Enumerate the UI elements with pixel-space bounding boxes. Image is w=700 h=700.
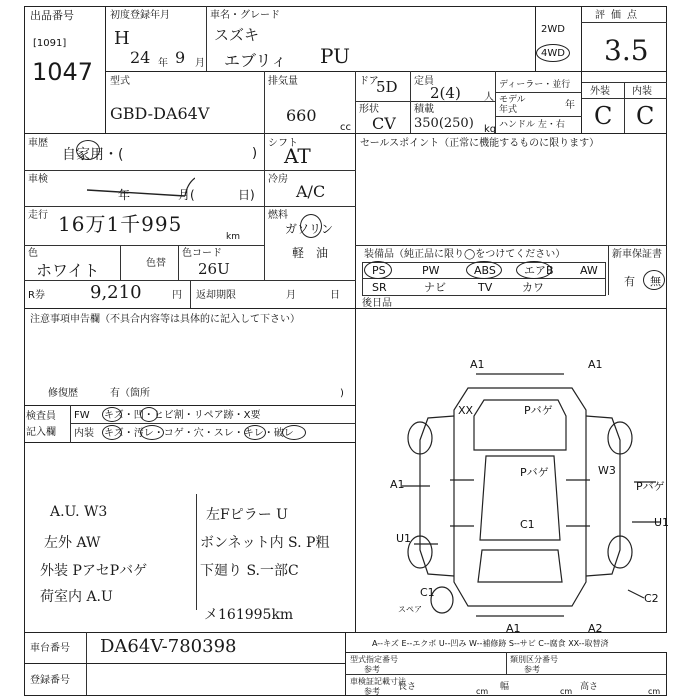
divider [24, 170, 356, 171]
grade: PU [320, 44, 350, 68]
size-ref: 参考 [364, 687, 380, 696]
cc-unit: cc [340, 122, 351, 133]
fuel-label: 燃料 [268, 210, 288, 221]
divider [24, 206, 356, 207]
size-cm: cm [560, 687, 573, 696]
equip-navi: ナビ [424, 281, 446, 294]
diagram-label: W3 [598, 464, 616, 477]
diagram-label: Pバゲ [524, 404, 553, 417]
mark-circle [282, 425, 306, 440]
chassis-label: 車台番号 [30, 643, 70, 654]
displacement-label: 排気量 [268, 76, 298, 87]
model-code: GBD-DA64V [110, 104, 210, 123]
divider [120, 245, 121, 280]
fuel-gasoline: ガソリン [285, 222, 334, 236]
divider [196, 494, 197, 610]
return-day: 日 [330, 290, 340, 301]
size-label: 車検証記載寸法 [350, 677, 406, 686]
divider [506, 652, 507, 674]
diagram-label: スペア [398, 605, 422, 614]
repair-value: 有（箇所 [110, 388, 150, 399]
divider [24, 245, 264, 246]
equip-sr: SR [372, 281, 387, 294]
recycle-label: R券 [28, 290, 45, 301]
divider [495, 116, 582, 117]
ac: A/C [296, 182, 326, 201]
inspector-row2: キズ・汚レ・コゲ・穴・スレ・キレ・破レ [104, 428, 294, 439]
score-label: 評価点 [595, 10, 643, 21]
kg-unit: kg [484, 124, 497, 135]
maker: スズキ [214, 26, 260, 44]
score-value: 3.5 [604, 34, 649, 67]
inspection-label: 車検 [28, 174, 48, 185]
divider [355, 245, 667, 246]
diagram-label: U1 [396, 532, 412, 545]
capacity-label: 定員 [414, 76, 434, 87]
equip-abs-circle [466, 261, 502, 279]
model-name: エブリィ [224, 51, 287, 70]
dealer-label: ディーラー・並行 [499, 80, 571, 90]
lot-label: 出品番号 [30, 9, 74, 22]
equip-ps: PS [372, 264, 386, 277]
body-label: 形状 [359, 104, 379, 115]
remark-right-3: 下廻り S.一部C [200, 563, 299, 579]
remark-right-2: ボンネット内 S. P粗 [200, 535, 330, 551]
drive-4wd: 4WD [541, 48, 565, 59]
fuel-light-oil: 軽 油 [292, 246, 329, 260]
reg-box [24, 663, 346, 696]
sales-label: セールスポイント（正常に機能するものに限ります） [360, 138, 600, 149]
inspector-label2: 記入欄 [26, 427, 56, 438]
mark-circle [140, 425, 164, 440]
repair-close: ) [340, 388, 344, 399]
mark-circle [102, 407, 122, 422]
equip-pw: PW [422, 264, 440, 277]
rear-seat-label: 後日品 [362, 298, 392, 309]
doors-label: ドア [359, 76, 379, 87]
warranty-yes: 有 [624, 275, 635, 288]
divider [410, 71, 411, 134]
diagram-label: A1 [506, 622, 521, 635]
class-label: 類別区分番号 [510, 655, 558, 664]
inspector-row2-head: 内装 [74, 428, 94, 439]
drive-4wd-circle [536, 44, 570, 62]
remark-right-4: メ161995km [204, 607, 294, 623]
diagram-label: U1 [654, 516, 670, 529]
color-code: 26U [198, 260, 230, 278]
mark-circle [140, 407, 158, 422]
year-unit: 年 [158, 58, 168, 69]
divider [608, 245, 609, 295]
divider [70, 405, 71, 443]
inspector-label1: 検査員 [26, 411, 56, 422]
history-value: 自家用・( [62, 147, 124, 163]
color-code-label: 色コード [182, 248, 222, 259]
shift: AT [284, 144, 311, 168]
color-label: 色 [28, 248, 38, 259]
load-label: 積載 [414, 104, 434, 115]
handle-label: ハンドル 左・右 [499, 120, 565, 130]
divider [178, 245, 179, 280]
first-reg-label: 初度登録年月 [110, 10, 170, 21]
equipment-label: 装備品（純正品に限り◯をつけてください） [364, 249, 566, 260]
diagram-label: Pバゲ [636, 480, 665, 493]
divider [495, 92, 582, 93]
recycle-value: 9,210 [90, 282, 142, 303]
warranty-label: 新車保証書 [612, 249, 662, 260]
mark-circle [102, 425, 122, 440]
remark-left-3: 外装 PアセPバゲ [40, 563, 148, 579]
remark-right-1: 左Fピラー U [206, 507, 288, 523]
capacity-unit: 人 [484, 92, 494, 103]
inspection-month: 月( [178, 188, 195, 202]
diagram-label: C1 [420, 586, 435, 599]
equip-aw: AW [580, 264, 598, 277]
interior-label: 内装 [632, 86, 652, 97]
class-ref: 参考 [524, 665, 540, 674]
divider [581, 98, 667, 99]
ac-label: 冷房 [268, 174, 288, 185]
month-value: 9 [175, 48, 186, 67]
capacity: 2(4) [430, 84, 461, 102]
size-cm: cm [648, 687, 661, 696]
era: H [114, 28, 130, 49]
drive-2wd: 2WD [541, 24, 565, 35]
remark-left-4: 荷室内 A.U [40, 589, 113, 605]
inspector-row1-head: FW [74, 410, 90, 421]
model-year-unit: 年 [565, 100, 575, 111]
divider [581, 22, 667, 23]
divider [264, 71, 265, 134]
warranty-no-circle [643, 270, 665, 290]
equip-ps-circle [364, 261, 392, 279]
shift-label: シフト [268, 138, 298, 149]
lot-number: 1047 [32, 58, 94, 86]
remark-left-1: A.U. W3 [50, 504, 108, 520]
warranty-no: 無 [650, 275, 661, 288]
model-year-label2: 年式 [499, 105, 518, 115]
equip-airbag-circle [516, 261, 552, 279]
diagram-label: C2 [644, 592, 659, 605]
equip-leather: カワ [522, 281, 544, 294]
inspection-strike [85, 176, 195, 200]
exterior-label: 外装 [590, 86, 610, 97]
repair-label: 修復歴 [48, 388, 78, 399]
chassis-value: DA64V-780398 [100, 636, 237, 657]
recycle-yen: 円 [172, 290, 182, 301]
size-cm: cm [476, 687, 489, 696]
car-name-label: 車名・グレード [210, 10, 280, 21]
diagram-label: A2 [588, 622, 603, 635]
divider [355, 71, 356, 134]
interior-grade: C [636, 102, 655, 130]
exterior-grade: C [594, 102, 613, 130]
size-length: 長さ [398, 682, 417, 692]
return-label: 返却期限 [196, 290, 236, 301]
equip-abs: ABS [474, 264, 496, 277]
equip-tv: TV [478, 281, 493, 294]
history-close: ) [252, 146, 258, 161]
size-height: 高さ [580, 682, 599, 692]
inspector-row1: キズ・凹・ヒビ割・リペア跡・X要 [104, 410, 261, 421]
diagram-label: A1 [588, 360, 603, 371]
inspection-year: 年 [118, 188, 131, 202]
return-month: 月 [286, 290, 296, 301]
diagram-label: A1 [390, 478, 405, 491]
color-changed-label: 色替 [146, 258, 166, 269]
car-diagram [390, 360, 670, 635]
divider [206, 6, 207, 72]
diagram-legend: A--キズ E--エクボ U--凹み W--補修跡 S--サビ C--腐食 XX--取替済 [372, 639, 609, 648]
history-circle [76, 140, 100, 160]
doors: 5D [376, 78, 398, 96]
divider [495, 71, 496, 134]
type-label: 型式指定番号 [350, 655, 398, 664]
km-unit: km [226, 232, 240, 242]
body: CV [372, 114, 396, 133]
mileage-value: 16万1千995 [58, 212, 183, 236]
drive-box [535, 6, 582, 72]
history-label: 車歴 [28, 138, 48, 149]
divider [190, 280, 191, 309]
diagram-label: C1 [520, 518, 535, 531]
inspection-day: 日) [238, 188, 255, 202]
color-value: ホワイト [36, 261, 100, 280]
reg-label: 登録番号 [30, 675, 70, 686]
model-year-label: モデル [499, 95, 526, 105]
divider [355, 101, 495, 102]
fuel-circle [300, 214, 322, 238]
type-ref: 参考 [364, 665, 380, 674]
divider [70, 423, 356, 424]
diagram-label: XX [458, 404, 474, 417]
notes-label: 注意事項申告欄（不具合内容等は具体的に記入して下さい） [30, 314, 300, 325]
size-width: 幅 [500, 682, 510, 692]
model-label: 型式 [110, 76, 130, 87]
displacement: 660 [286, 106, 317, 125]
diagram-label: A1 [470, 360, 485, 371]
remark-left-2: 左外 AW [44, 535, 101, 551]
year-value: 24 [130, 48, 151, 67]
lot-code: [1091] [33, 38, 67, 49]
equip-airbag: エアB [524, 264, 554, 277]
month-unit: 月 [195, 58, 205, 69]
mark-circle [244, 425, 266, 440]
mileage-label: 走行 [28, 210, 48, 221]
load: 350(250) [414, 116, 474, 131]
divider [345, 674, 667, 675]
diagram-label: Pバゲ [520, 466, 549, 479]
divider [624, 82, 625, 134]
